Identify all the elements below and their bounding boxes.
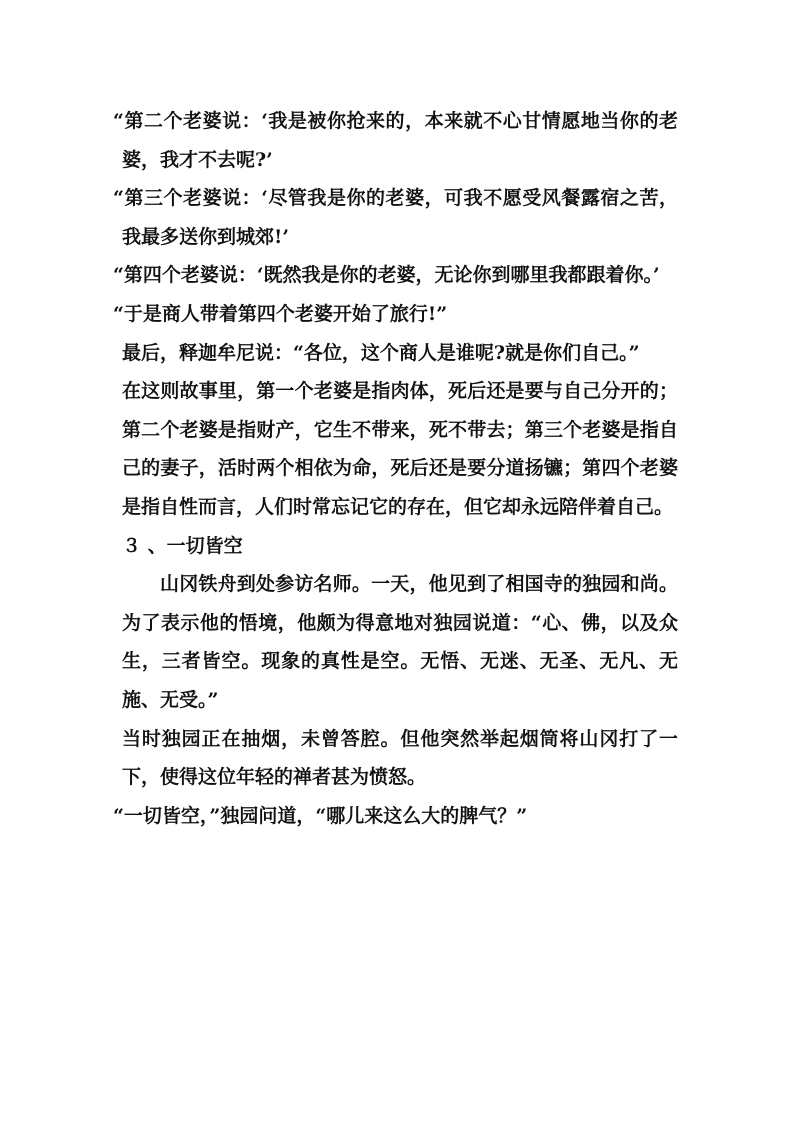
paragraph-dokuon-response: 当时独园正在抽烟，未曾答腔。但他突然举起烟筒将山冈打了一下，使得这位年轻的禅者甚为愤怒。 (122, 727, 678, 789)
paragraph-story-explanation: 在这则故事里，第一个老婆是指肉体，死后还是要与自己分开的；第二个老婆是指财产，它生不带来，死不带去；第三个老婆是指自己的妻子，活时两个相依为命，死后还是要分道扬镳；第四个老婆是指自性而言，人们时常忘记它的存在，但它却永远陪伴着自己。 (122, 380, 678, 518)
document-body (113, 102, 678, 835)
paragraph-second-wife: “第二个老婆说：‘我是被你抢来的，本来就不心甘情愿地当你的老婆，我才不去呢?’ (113, 110, 678, 171)
paragraph-fourth-wife: “第四个老婆说：‘既然我是你的老婆，无论你到哪里我都跟着你。’ (113, 264, 660, 287)
paragraph-buddha-conclusion: 最后，释迦牟尼说：“各位，这个商人是谁呢?就是你们自己。” (122, 341, 640, 364)
paragraph-merchant-travel: “于是商人带着第四个老婆开始了旅行!” (113, 302, 448, 325)
paragraph-yamaoka-visit: 山冈铁舟到处参访名师。一天，他见到了相国寺的独园和尚。为了表示他的悟境，他颇为得意地对独园说道：“心、佛，以及众生，三者皆空。现象的真性是空。无悟、无迷、无圣、无凡、无施、无受。” (122, 573, 678, 711)
section-heading: ３ 、一切皆空 (122, 534, 243, 557)
paragraph-dokuon-question: “一切皆空，”独园问道，“哪儿来这么大的脾气？” (113, 804, 528, 827)
paragraph-third-wife: “第三个老婆说：‘尽管我是你的老婆，可我不愿受风餐露宿之苦，我最多送你到城郊!’ (113, 187, 678, 248)
